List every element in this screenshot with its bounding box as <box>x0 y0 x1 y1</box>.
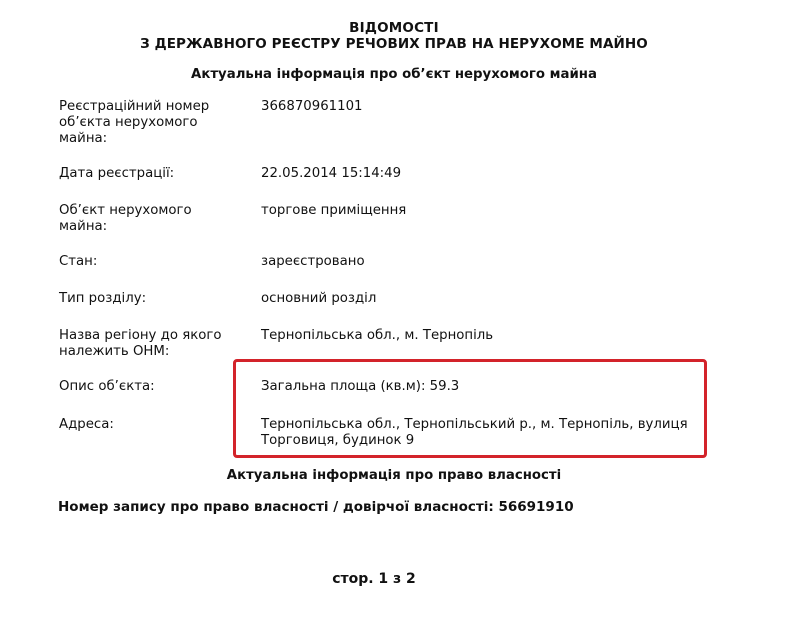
field-label-status: Стан: <box>59 254 98 269</box>
document-subtitle: З ДЕРЖАВНОГО РЕЄСТРУ РЕЧОВИХ ПРАВ НА НЕРУХОМЕ МАЙНО <box>140 36 648 52</box>
section-heading-object: Актуальна інформація про об’єкт нерухомого майна <box>191 67 597 82</box>
field-label-object-type: Об’єкт нерухомого майна: <box>59 203 192 234</box>
ownership-record-number: Номер запису про право власності / довірчої власності: 56691910 <box>58 499 574 515</box>
field-label-section-type: Тип розділу: <box>59 291 147 306</box>
field-value-object-type: торгове приміщення <box>261 203 407 218</box>
field-value-registration-date: 22.05.2014 15:14:49 <box>261 166 402 181</box>
field-value-region: Тернопільська обл., м. Тернопіль <box>261 328 494 343</box>
document-title: ВІДОМОСТІ <box>349 20 439 36</box>
field-value-address: Тернопільська обл., Тернопільський р., м. Тернопіль, вулиця Торговиця, будинок 9 <box>261 417 688 448</box>
field-value-status: зареєстровано <box>261 254 365 269</box>
field-value-object-description: Загальна площа (кв.м): 59.3 <box>261 379 460 394</box>
field-value-registration-number: 366870961101 <box>261 99 363 114</box>
field-label-registration-number: Реєстраційний номер об’єкта нерухомого майна: <box>59 99 210 146</box>
field-label-registration-date: Дата реєстрації: <box>59 166 175 181</box>
field-label-object-description: Опис об’єкта: <box>59 379 155 394</box>
field-label-address: Адреса: <box>59 417 114 432</box>
field-value-section-type: основний розділ <box>261 291 377 306</box>
field-label-region: Назва регіону до якого належить ОНМ: <box>59 328 222 359</box>
section-heading-ownership: Актуальна інформація про право власності <box>226 468 562 483</box>
page-number: стор. 1 з 2 <box>332 571 416 587</box>
